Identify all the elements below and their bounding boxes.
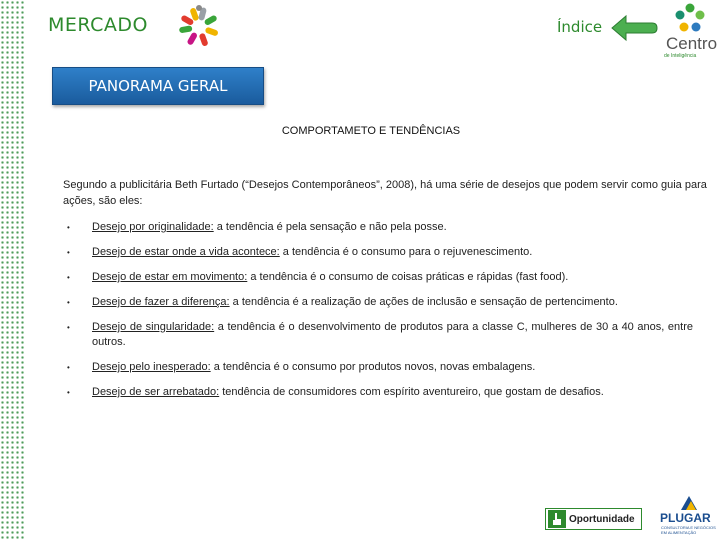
- item-lead: Desejo de singularidade:: [92, 321, 215, 333]
- section-title: MERCADO: [48, 14, 149, 36]
- item-lead: Desejo de fazer a diferença:: [92, 296, 230, 308]
- opportunity-label: Oportunidade: [569, 513, 635, 525]
- item-text: a tendência é o consumo de coisas práticas e rápidas (fast food).: [247, 271, 569, 283]
- decorative-dot-pattern: [0, 0, 26, 540]
- list-item: [63, 295, 693, 310]
- intro-paragraph: Segundo a publicitária Beth Furtado (“Desejos Contemporâneos”, 2008), há uma série de desejos que podem servir como guia para ações, são eles:: [63, 179, 707, 207]
- bullet: •: [67, 298, 70, 307]
- people-circle-icon: [176, 4, 222, 46]
- list-item: [63, 270, 693, 285]
- item-text: a tendência é pela sensação e não pela posse.: [213, 221, 447, 233]
- flower-logo-icon: [674, 3, 706, 33]
- item-lead: Desejo de estar onde a vida acontece:: [92, 246, 280, 258]
- item-text: a tendência é o consumo para o rejuvenescimento.: [279, 246, 533, 258]
- item-text: a tendência é o desenvolvimento de produtos para a classe C, mulheres de 30 a 40 anos, entre outros.: [92, 321, 693, 348]
- plugar-wordmark: PLUGAR: [660, 511, 711, 525]
- hand-pointer-icon: [548, 510, 566, 528]
- banner-label: PANORAMA GERAL: [88, 77, 228, 95]
- item-text: a tendência é o consumo por produtos novos, novas embalagens.: [210, 361, 536, 373]
- panorama-geral-banner: [52, 67, 264, 105]
- logo-brand-text: Centro: [666, 34, 718, 53]
- back-arrow-icon[interactable]: [610, 14, 658, 42]
- bullet: •: [67, 273, 70, 282]
- item-lead: Desejo por originalidade:: [92, 221, 214, 233]
- logo-subtitle-text: de Inteligência: [664, 53, 697, 59]
- bullet: •: [67, 223, 70, 232]
- list-item: [63, 320, 693, 350]
- bullet: •: [67, 363, 70, 372]
- heading-text: COMPORTAMETO E TENDÊNCIAS: [281, 125, 461, 137]
- plugar-tagline: CONSULTORIA E NEGÓCIOS EM ALIMENTAÇÃO: [661, 525, 716, 535]
- index-link[interactable]: Índice: [557, 18, 603, 36]
- bullet: •: [67, 248, 70, 257]
- list-item: [63, 360, 693, 375]
- item-lead: Desejo de ser arrebatado:: [92, 386, 220, 398]
- opportunity-button[interactable]: [545, 508, 642, 530]
- item-lead: Desejo de estar em movimento:: [92, 271, 248, 283]
- centro-inteligencia-logo: [662, 3, 718, 61]
- item-text: a tendência é a realização de ações de inclusão e sensação de pertencimento.: [229, 296, 618, 308]
- item-lead: Desejo pelo inesperado:: [92, 361, 211, 373]
- plugar-mark-icon: [677, 494, 701, 512]
- plugar-logo: [660, 494, 718, 540]
- list-item: [63, 385, 693, 400]
- desires-list: [63, 220, 693, 410]
- list-item: [63, 220, 693, 235]
- list-item: [63, 245, 693, 260]
- item-text: tendência de consumidores com espírito aventureiro, que gostam de desafios.: [219, 386, 604, 398]
- bullet: •: [67, 323, 70, 332]
- page-heading: [0, 125, 720, 137]
- bullet: •: [67, 388, 70, 397]
